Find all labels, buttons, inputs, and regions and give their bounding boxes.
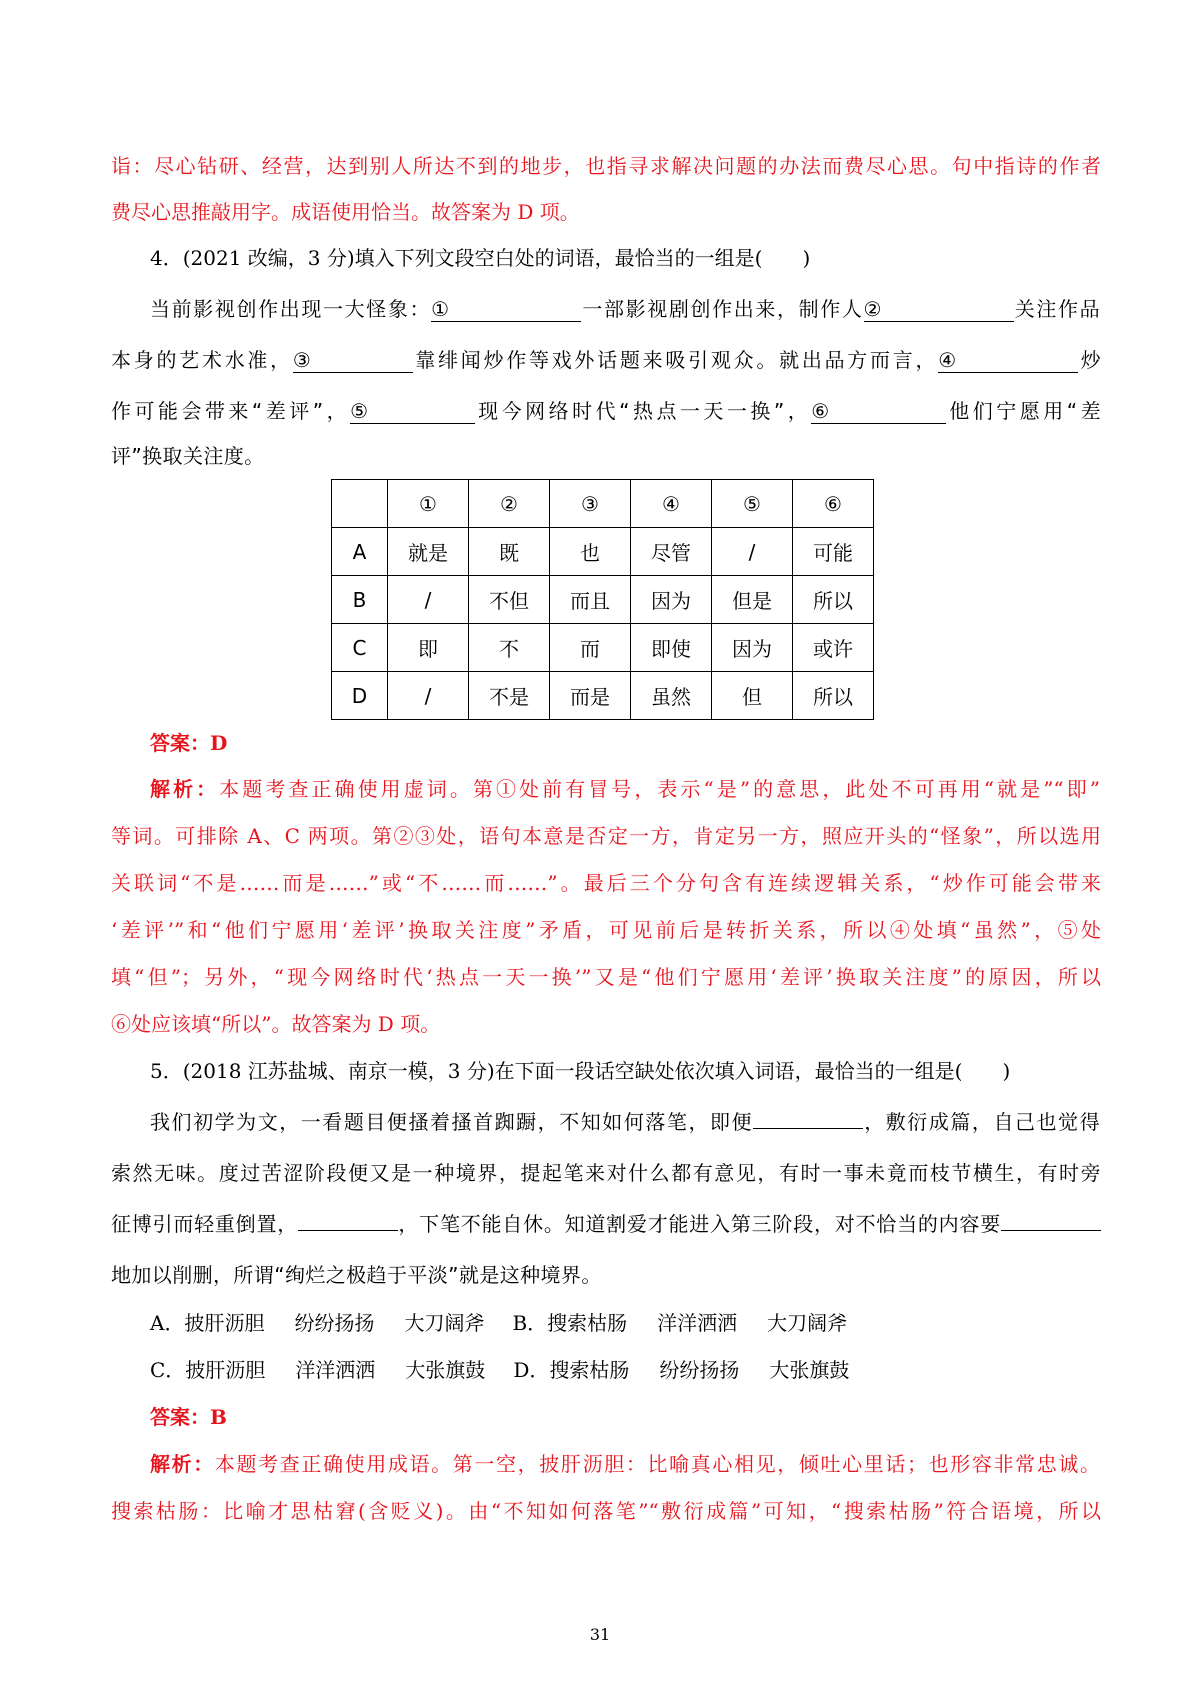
prev-analysis-line-1: 诣：尽心钻研、经营，达到别人所达不到的地步，也指寻求解决问题的办法而费尽心思。句中指诗的作者 [111,154,1101,178]
q4-blank-6: ⑥ [811,399,946,424]
option-d-word-2: 纷纷扬扬 [659,1358,740,1382]
table-cell: 就是 [388,528,469,576]
table-row [332,624,874,672]
table-cell: 虽然 [631,672,712,720]
q5-stem: 5．(2018 江苏盐城、南京一模，3 分)在下面一段话空缺处依次填入词语，最恰当的一组是( ) [150,1059,1011,1083]
q5-blank-3 [1001,1230,1101,1231]
q4-text: 靠绯闻炒作等戏外话题来吸引观众。就出品方而言， [412,348,939,372]
option-a-word-2: 纷纷扬扬 [294,1311,375,1335]
option-d-label: D． [513,1358,550,1382]
option-c-label: C． [150,1358,186,1382]
q4-stem: 4．(2021 改编，3 分)填入下列文段空白处的词语，最恰当的一组是( ) [150,246,811,270]
q4-blank-5: ⑤ [350,399,475,424]
option-b-word-3: 大刀阔斧 [767,1311,848,1335]
q4-blank-1: ① [431,297,581,322]
q4-text: 他们宁愿用“差 [946,399,1101,423]
table-cell: ⑥ [793,480,874,528]
table-cell: 而且 [550,576,631,624]
q4-text: 炒 [1078,348,1102,372]
q4-text: 现今网络时代“热点一天一换”， [475,399,812,423]
q4-blank-4: ④ [938,348,1078,373]
table-cell: / [388,576,469,624]
table-cell: B [332,576,388,624]
analysis-text: 本题考查正确使用成语。第一空，披肝沥胆：比喻真心相见，倾吐心里话；也形容非常忠诚。 [214,1452,1101,1476]
q4-passage-line-4: 评”换取关注度。 [111,444,265,468]
q5-options-row-2 [150,1355,849,1385]
table-cell: 可能 [793,528,874,576]
analysis-label: 解析： [150,777,220,801]
q4-analysis-line-1 [150,774,1100,804]
q5-analysis-line-1 [150,1449,1100,1479]
option-c-word-1: 披肝沥胆 [185,1358,266,1382]
option-b-word-1: 搜索枯肠 [547,1311,628,1335]
q4-passage-line-3 [111,396,1101,426]
table-cell: 所以 [793,672,874,720]
option-c-word-3: 大张旗鼓 [405,1358,486,1382]
table-cell: 即 [388,624,469,672]
table-cell: 因为 [631,576,712,624]
option-a-label: A． [150,1311,185,1335]
table-row [332,528,874,576]
q5-passage-line-1 [150,1107,1100,1137]
q4-answer: 答案：D [150,731,228,755]
table-header-row [332,480,874,528]
table-cell: 也 [550,528,631,576]
option-a-word-3: 大刀阔斧 [404,1311,485,1335]
q5-passage-line-2: 索然无味。度过苦涩阶段便又是一种境界，提起笔来对什么都有意见，有时一事未竟而枝节横生，有时旁 [111,1161,1101,1185]
q4-analysis-line-3: 关联词“不是……而是……”或“不……而……”。最后三个分句含有连续逻辑关系，“炒作可能会带来 [111,871,1101,895]
q5-passage-line-4: 地加以削删，所谓“绚烂之极趋于平淡”就是这种境界。 [111,1263,602,1287]
table-cell: 但是 [712,576,793,624]
table-cell: ① [388,480,469,528]
prev-analysis-line-2: 费尽心思推敲用字。成语使用恰当。故答案为 D 项。 [111,200,580,224]
q4-blank-3: ③ [293,348,413,373]
q5-passage-line-3 [111,1209,1101,1239]
page-number: 31 [589,1625,611,1644]
analysis-label: 解析： [150,1452,215,1476]
q4-analysis-line-5: 填“但”；另外，“现今网络时代‘热点一天一换’”又是“他们宁愿用‘差评’换取关注度”的原因，所以 [111,965,1101,989]
q5-options-row-1 [150,1308,847,1338]
q4-analysis-line-2: 等词。可排除 A、C 两项。第②③处，语句本意是否定一方，肯定另一方，照应开头的“怪象”，所以选用 [111,824,1101,848]
q4-analysis-line-6: ⑥处应该填“所以”。故答案为 D 项。 [111,1012,441,1036]
analysis-text: 本题考查正确使用虚词。第①处前有冒号，表示“是”的意思，此处不可再用“就是”“即” [219,777,1101,801]
table-cell: 但 [712,672,793,720]
q4-options-table [331,479,874,720]
table-cell: 因为 [712,624,793,672]
q4-passage-line-1 [150,294,1100,324]
table-row [332,672,874,720]
q4-text: 关注作品 [1013,297,1101,321]
table-cell: ② [469,480,550,528]
q5-text: ，敷衍成篇，自己也觉得 [863,1110,1100,1134]
q5-answer: 答案：B [150,1405,227,1429]
q4-passage-line-2 [111,345,1101,375]
table-row [332,576,874,624]
table-cell: 不 [469,624,550,672]
table-cell: / [712,528,793,576]
q5-text: 我们初学为文，一看题目便搔着搔首踟蹰，不知如何落笔，即便 [150,1110,754,1134]
option-c-word-2: 洋洋洒洒 [295,1358,376,1382]
option-a-word-1: 披肝沥胆 [184,1311,265,1335]
q4-text: 作可能会带来“差评”， [111,399,351,423]
q5-text: 征博引而轻重倒置， [111,1212,299,1236]
option-d-word-1: 搜索枯肠 [549,1358,630,1382]
table-cell: / [388,672,469,720]
q5-analysis-line-2: 搜索枯肠：比喻才思枯窘(含贬义)。由“不知如何落笔”“敷衍成篇”可知，“搜索枯肠”符合语境，所以 [111,1499,1101,1523]
table-cell: ⑤ [712,480,793,528]
q5-blank-1 [753,1128,863,1129]
table-cell: 既 [469,528,550,576]
option-b-label: B． [512,1311,548,1335]
table-cell: 或许 [793,624,874,672]
q5-blank-2 [298,1230,398,1231]
table-cell: 而 [550,624,631,672]
table-cell: A [332,528,388,576]
table-cell: 而是 [550,672,631,720]
q5-text: ，下笔不能自休。知道割爱才能进入第三阶段，对不恰当的内容要 [398,1212,1001,1236]
table-cell: 尽管 [631,528,712,576]
option-d-word-3: 大张旗鼓 [769,1358,850,1382]
table-cell: 不但 [469,576,550,624]
table-cell: 所以 [793,576,874,624]
table-cell: D [332,672,388,720]
q4-text: 当前影视创作出现一大怪象： [150,297,432,321]
q4-blank-2: ② [864,297,1014,322]
q4-text: 一部影视剧创作出来，制作人 [581,297,864,321]
q4-analysis-line-4: ‘差评’”和“他们宁愿用‘差评’换取关注度”矛盾，可见前后是转折关系，所以④处填“虽然”，⑤处 [111,918,1101,942]
table-cell: ④ [631,480,712,528]
table-cell: 不是 [469,672,550,720]
option-b-word-2: 洋洋洒洒 [657,1311,738,1335]
table-cell: ③ [550,480,631,528]
table-cell: C [332,624,388,672]
table-cell [332,480,388,528]
table-cell: 即使 [631,624,712,672]
q4-text: 本身的艺术水准， [111,348,293,372]
